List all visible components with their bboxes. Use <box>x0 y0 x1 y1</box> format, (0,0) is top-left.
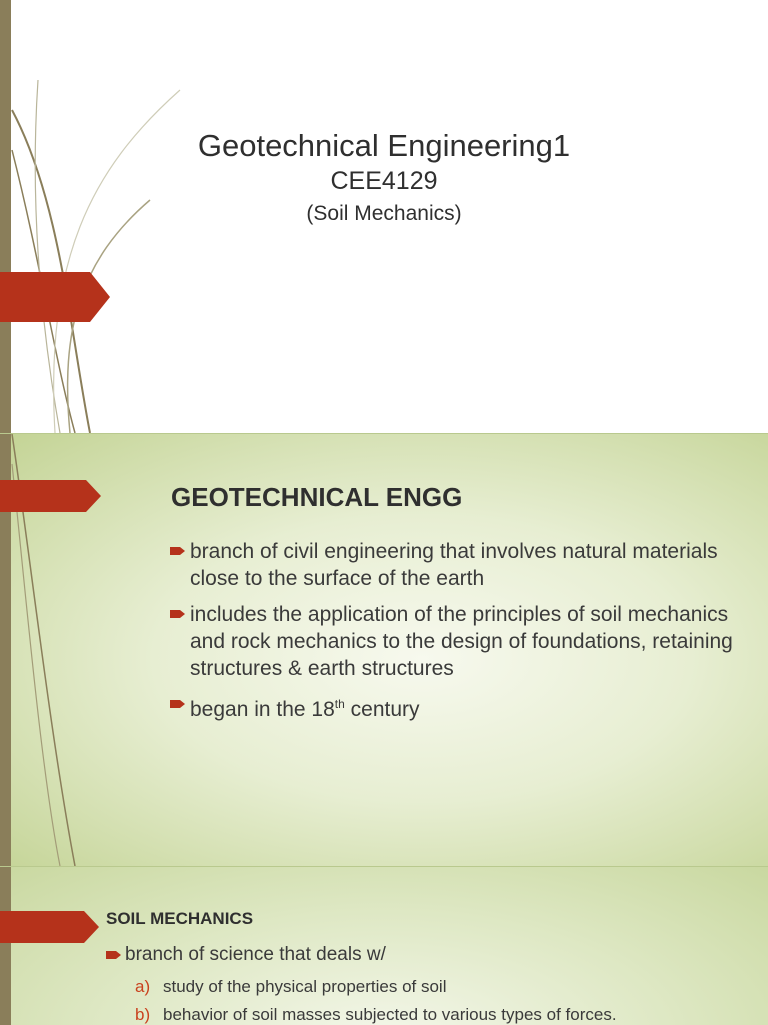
list-item: branch of civil engineering that involves natural materials close to the surface of the earth <box>170 538 740 592</box>
title-slide <box>0 0 768 433</box>
slide-subtitle: (Soil Mechanics) <box>306 202 462 225</box>
chevron-tab-icon <box>0 480 102 512</box>
soil-mechanics-slide <box>0 866 768 1025</box>
section-heading: GEOTECHNICAL ENGG <box>171 482 463 512</box>
sub-list <box>135 973 755 1025</box>
list-item: includes the application of the principles of soil mechanics and rock mechanics to the design of foundations, retaining structures & earth structures <box>170 601 740 682</box>
arrow-bullet-icon <box>170 609 186 619</box>
geotechnical-slide <box>0 433 768 866</box>
bullet-list <box>106 943 386 967</box>
list-item: a) study of the physical properties of soil <box>135 977 447 996</box>
arrow-bullet-icon <box>170 699 186 709</box>
section-heading: SOIL MECHANICS <box>106 909 254 928</box>
list-item: branch of science that deals w/ <box>106 943 386 967</box>
arrow-bullet-icon <box>170 546 186 556</box>
left-accent-bar <box>0 867 11 1025</box>
chevron-tab-icon <box>0 911 100 943</box>
list-item: b) behavior of soil masses subjected to various types of forces. <box>135 1005 617 1024</box>
list-item: began in the 18th century <box>170 691 740 723</box>
slide-title: Geotechnical Engineering1 <box>197 128 571 163</box>
course-code: CEE4129 <box>330 167 438 195</box>
chevron-tab-icon <box>0 272 112 322</box>
bullet-list <box>170 538 740 732</box>
arrow-bullet-icon <box>106 950 122 960</box>
